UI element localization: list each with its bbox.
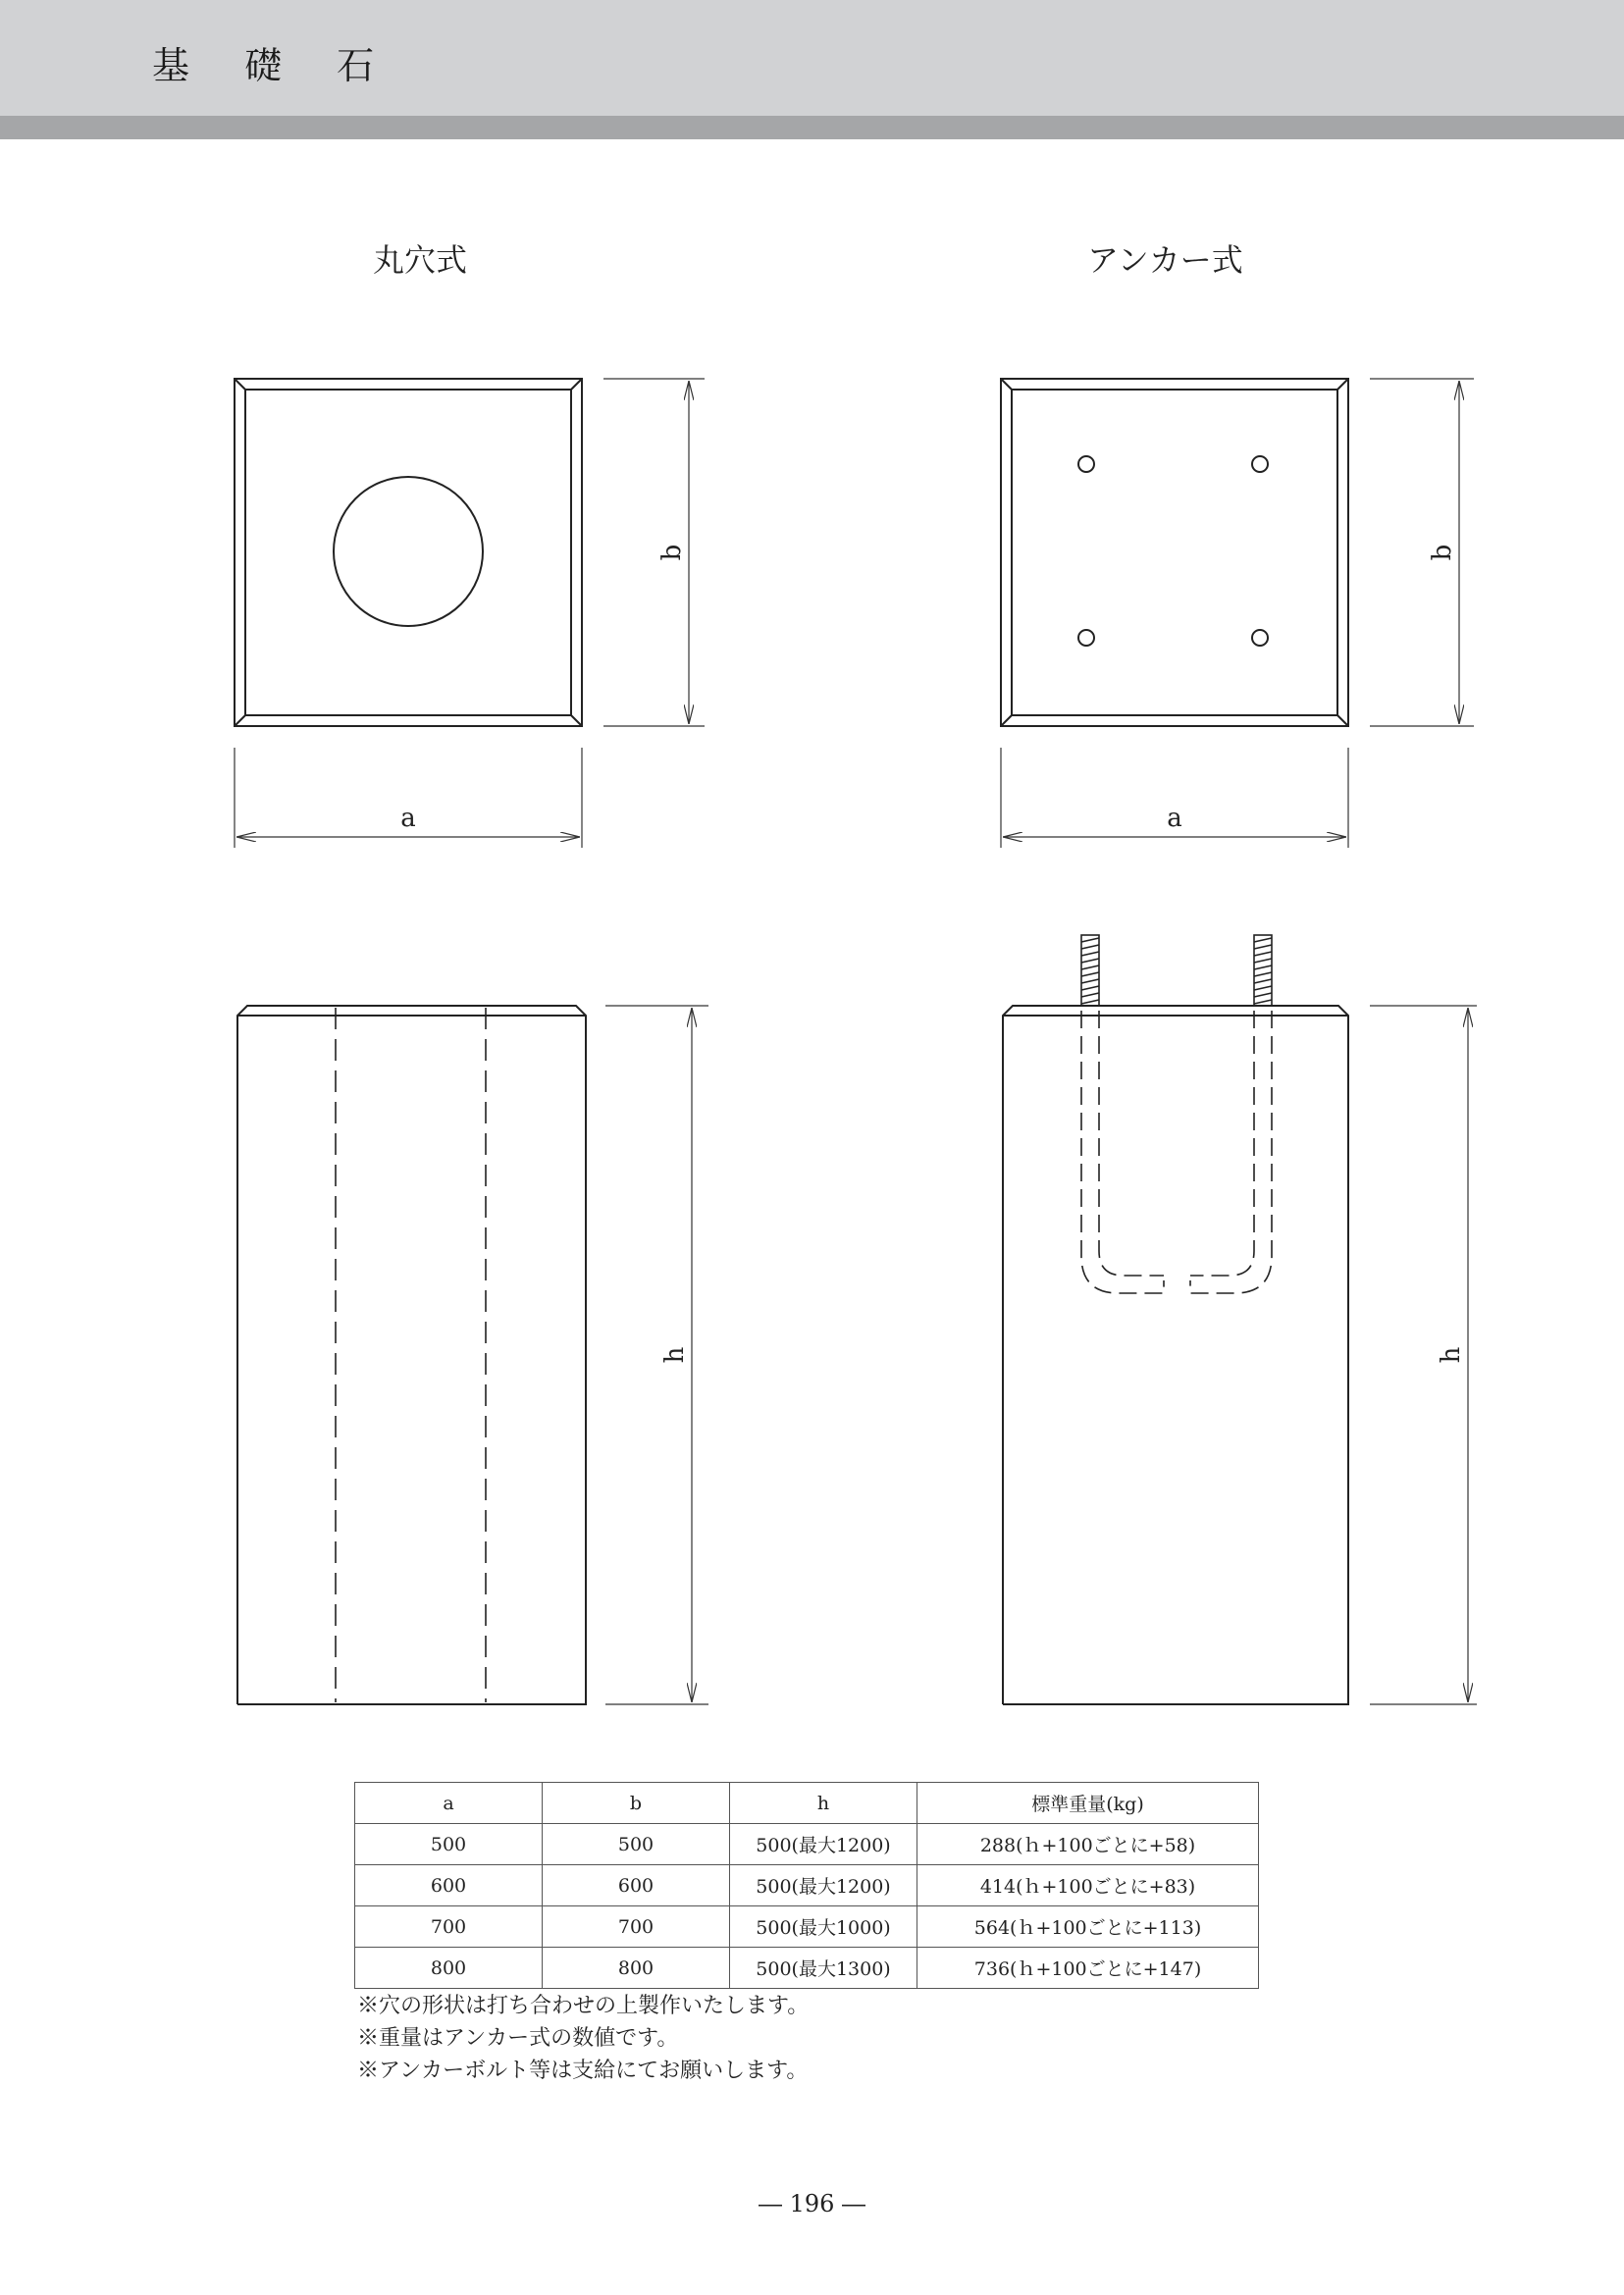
note-line: ※重量はアンカー式の数値です。 — [357, 2026, 679, 2051]
table-cell: 500(最大1300) — [730, 1948, 917, 1989]
anchor-top-inner — [1012, 390, 1337, 715]
anchor-top-view — [1001, 379, 1348, 726]
maruana-side-body — [237, 1006, 586, 1704]
table-cell: 288(ｈ+100ごとに+58) — [917, 1824, 1259, 1865]
maruana-side-view — [237, 1006, 586, 1704]
anchor-hidden-u-bolt — [1081, 1011, 1272, 1293]
column-header-weight: 標準重量(kg) — [917, 1783, 1259, 1824]
column-header-h: h — [730, 1783, 917, 1824]
maruana-top-view — [235, 379, 582, 726]
table-row — [355, 1948, 1259, 1989]
table-header-row — [355, 1783, 1259, 1824]
anchor-top-dim-b — [1370, 379, 1474, 726]
table-cell: 736(ｈ+100ごとに+147) — [917, 1948, 1259, 1989]
table-row — [355, 1865, 1259, 1906]
maruana-top-inner — [245, 390, 571, 715]
maruana-top-outer — [235, 379, 582, 726]
anchor-bolt-left — [1081, 935, 1099, 1006]
anchor-top-dim-a-label: a — [1167, 804, 1182, 833]
anchor-bolt-hole — [1078, 456, 1094, 472]
maruana-title: 丸穴式 — [373, 241, 468, 279]
table-cell: 564(ｈ+100ごとに+113) — [917, 1906, 1259, 1948]
column-header-b: b — [543, 1783, 730, 1824]
column-header-a: a — [355, 1783, 543, 1824]
table-cell: 500(最大1200) — [730, 1824, 917, 1865]
table-cell: 700 — [543, 1906, 730, 1948]
table-cell: 500(最大1000) — [730, 1906, 917, 1948]
anchor-side-body — [1003, 1006, 1348, 1704]
anchor-side-view — [1003, 1006, 1348, 1704]
page-number: ― 196 ― — [758, 2190, 866, 2217]
notes — [357, 1990, 809, 2087]
table-cell: 800 — [355, 1948, 543, 1989]
table-row — [355, 1824, 1259, 1865]
maruana-side-dim-h — [605, 1006, 708, 1704]
anchor-top-dim-b-label: b — [1428, 544, 1457, 561]
page-title: 基 礎 石 — [152, 44, 396, 87]
spec-table — [354, 1782, 1259, 1989]
maruana-side-dim-h-label: h — [660, 1346, 690, 1364]
anchor-bolt-hole — [1252, 630, 1268, 646]
note-line: ※穴の形状は打ち合わせの上製作いたします。 — [357, 1994, 810, 2018]
maruana-top-dim-b-label: b — [657, 544, 687, 561]
anchor-bolt-hole — [1078, 630, 1094, 646]
table-row — [355, 1906, 1259, 1948]
table-cell: 500 — [355, 1824, 543, 1865]
anchor-title: アンカー式 — [1087, 241, 1243, 279]
table-cell: 800 — [543, 1948, 730, 1989]
maruana-top-dim-a-label: a — [400, 804, 416, 833]
anchor-top-outer — [1001, 379, 1348, 726]
maruana-top-dim-b — [603, 379, 705, 726]
table-cell: 500(最大1200) — [730, 1865, 917, 1906]
anchor-side-dim-h-label: h — [1437, 1346, 1466, 1364]
table-cell: 700 — [355, 1906, 543, 1948]
table-cell: 600 — [355, 1865, 543, 1906]
table-cell: 414(ｈ+100ごとに+83) — [917, 1865, 1259, 1906]
note-line: ※アンカーボルト等は支給にてお願いします。 — [357, 2059, 809, 2083]
anchor-bolt-hole — [1252, 456, 1268, 472]
anchor-bolt-right — [1254, 935, 1272, 1006]
table-cell: 500 — [543, 1824, 730, 1865]
table-cell: 600 — [543, 1865, 730, 1906]
maruana-round-hole — [334, 477, 483, 626]
